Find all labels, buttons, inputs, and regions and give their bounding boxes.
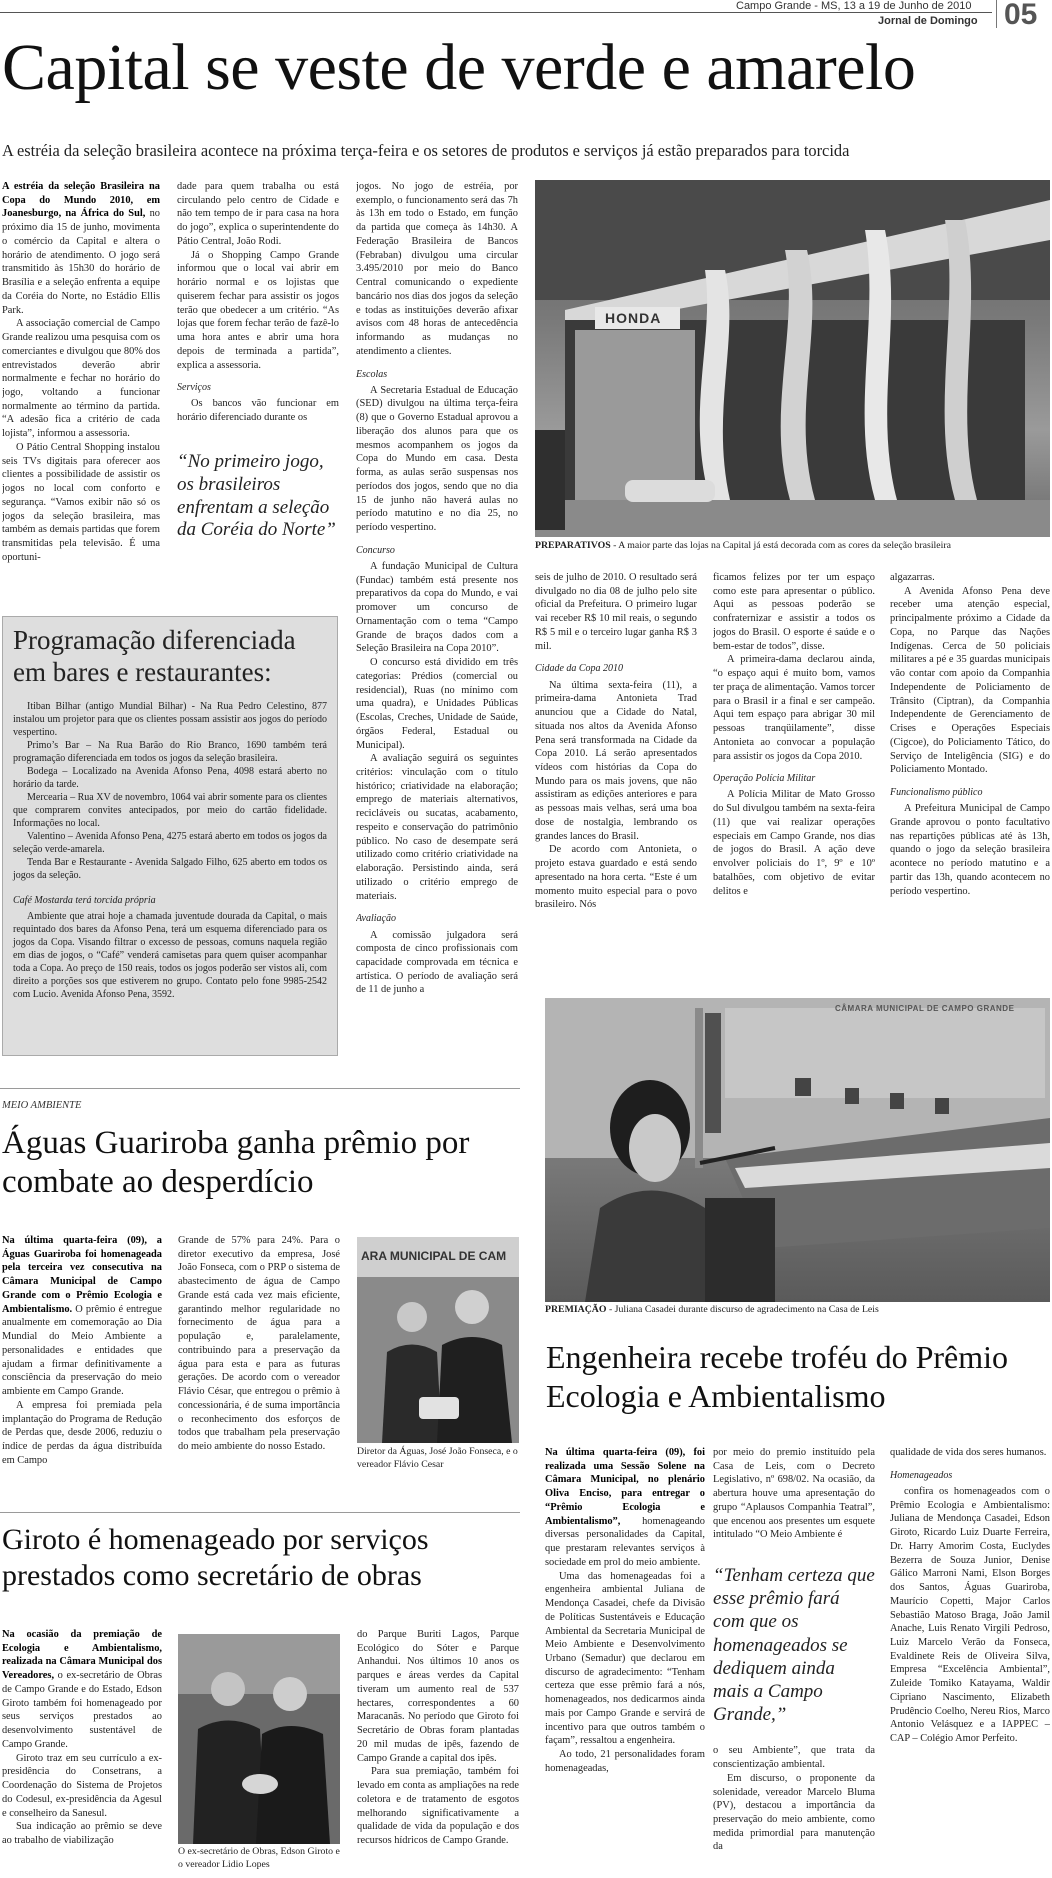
story4-col3-p1: qualidade de vida dos seres humanos.	[890, 1447, 1047, 1458]
story2-col2	[178, 1234, 340, 1482]
bars-box-sub: Café Mostarda terá torcida própria	[13, 895, 156, 907]
story1-sub-funcionalismo: Funcionalismo público	[890, 787, 983, 799]
honda-sign: HONDA	[605, 310, 662, 326]
story4-col1-p2: Uma das homenageadas foi a engenheira ambiental Juliana de Mendonça Casadei, chefe da Divisão de Políticas Sustentáveis e Educação Ambiental da Secretaria Municipal de Meio Ambiente e Desenvolvimento Urbano (Semadur) que declarou em discurso de agradecimento: “Tenham certeza que esse prêmio fará a nós, homenageados, nos dedicarmos ainda mais por Campo Grande e servirá de incentivo para que outros também o façam”, ressaltou a engenheira.	[545, 1570, 705, 1747]
story4-col2	[713, 1446, 875, 1878]
story4-col3-p2: confira os homenageados com o Prêmio Ecologia e Ambientalismo: Juliana de Mendonça Casadei, Edson Giroto, Ricardo Luiz Duarte Ferreira, Dr. Harry Amorim Costa, Euclydes Bezerra de Souza Junior, Denise Gálico Marroni Nami, Elson Borges dos Santos, Águas Guariroba, Maurício Copetti, Major Carlos Sebastião Matoso Braga, João Jamil Anache, Luis Renato Virgili Pedroso, Luiz Marcelo Verão da Fonseca, Evaldinete Reis de Oliveira Silva, Empresa “Excelência Ambiental”, Zuleide Tomiko Katayama, Waldir Cipriano Nascimento, Elizabeth Prudêncio Coelho, Nereu Rios, Marco Antonio Velásquez e a IAPPEC – CAP – Colégio Amor Perfeito.	[890, 1485, 1050, 1745]
story2-col1	[2, 1234, 162, 1482]
preparativos-caption-label: PREPARATIVOS	[535, 540, 611, 551]
premiacao-photo	[545, 998, 1050, 1302]
story1-col4	[535, 571, 697, 941]
aguas-award-photo	[357, 1237, 519, 1443]
story1-col5-p1: ficamos felizes por ter um espaço como este para apresentar o público. Aqui as pessoas poderão se confraternizar e assistir a todos os jogos do Brasil. O esporte é saúde e o bem-estar de todos”, disse.	[713, 572, 875, 652]
bars-box-item: Valentino – Avenida Afonso Pena, 4275 estará aberto em todos os jogos da seleção verde-amarela.	[13, 831, 327, 856]
masthead-top-rule	[0, 12, 992, 13]
story1-lead-text: no próximo dia 15 de junho, movimenta o comércio da Capital e altera o horário de atendimento. O jogo será transmitido às 15h30 do horário de Brasília e a seleção enfrenta a equipe da Coréia do Norte, no Estádio Ellis Park.	[2, 208, 160, 316]
story1-col1-p2: A associação comercial de Campo Grande realizou uma pesquisa com os comerciantes e divulgou que 80% dos entrevistados deverão abrir normalmente e fechar no horário do jogo, voltando a funcionar normalmente ao término da partida. “A adesão fica a critério de cada lojista”, informou a assessoria.	[2, 318, 160, 440]
premiacao-caption-text: - Juliana Casadei durante discurso de agradecimento na Casa de Leis	[606, 1304, 879, 1315]
story1-sub-policia: Operação Polícia Militar	[713, 773, 816, 785]
bars-box	[2, 616, 338, 1056]
storefront-illustration	[535, 180, 1050, 537]
story3-col2	[357, 1628, 519, 1878]
masthead-paper: Jornal de Domingo	[878, 15, 978, 27]
story1-lead-bold: A estréia da seleção Brasileira na Copa do Mundo 2010, em Joanesburgo, na África do Sul,	[2, 181, 160, 220]
masthead-divider	[996, 0, 997, 28]
giroto-photo-caption: O ex-secretário de Obras, Edson Giroto e o vereador Lidio Lopes	[178, 1846, 340, 1870]
premiacao-photo-illustration	[545, 998, 1050, 1302]
preparativos-caption-text: - A maior parte das lojas na Capital já está decorada com as cores da seleção brasileira	[610, 540, 951, 551]
story4-pull-quote: “Tenham certeza que esse prêmio fará com que os homenageados se dediquem ainda mais a Campo Grande,”	[713, 1565, 875, 1726]
story1-col5-p2: A primeira-dama declarou ainda, “o espaço aqui é muito bom, vamos ter praça de alimentação. Vamos torcer para o Brasil ir a final e ser campeão. Aqui tem espaço para abrigar 30 mil pessoas tranqüilamente”, disse Antonieta ao convocar a população para assistir os jogos da Copa 2010.	[713, 654, 875, 762]
story4-col2-p2: o seu Ambiente”, que trata da conscientização ambiental.	[713, 1745, 875, 1771]
premiacao-caption	[545, 1304, 1050, 1317]
story1-sub-avaliacao: Avaliação	[356, 913, 396, 925]
aguas-photo-illustration	[357, 1237, 519, 1443]
story2-headline: Águas Guariroba ganha prêmio por combate ao desperdício	[2, 1125, 470, 1200]
bars-box-title: Programação diferenciada em bares e restaurantes:	[13, 625, 296, 687]
story1-col4-p2: Na última sexta-feira (11), a primeira-dama Antonieta Trad anunciou que a Cidade do Natal, situada nos altos da Avenida Afonso Pena será transformada na Cidade da Copa 2010. Lá serão apresentados vídeos com histórias da Copa do Mundo para os mais jovens, que não assistiram as edições anteriores e para as pessoas mais velhas, será uma boa dose de nostalgia, lembrando os grandes lances do Brasil.	[535, 679, 697, 842]
story1-col3-p4: O concurso está dividido em três categorias: Prédios (comercial ou residencial), Ruas (no mínimo com uma quadra), e Unidades Públicas (Escolas, Creches, Unidade de Saúde, órgãos Federal, Estadual ou Municipal).	[356, 657, 518, 751]
story2-lead-text: O prêmio é entregue anualmente em comemoração ao Dia Mundial do Meio Ambiente a personalidades e entidades que ajudam a firmar definitivamente a consciência da preservação do meio ambiente em Campo Grande.	[2, 1303, 162, 1398]
story1-col3-p3: A fundação Municipal de Cultura (Fundac) também está presente nos preparativos da copa do Mundo, e vai promover um concurso de Ornamentação com o tema “Campo Grande de braços dados com a Seleção Brasileira na Copa 2010”.	[356, 561, 518, 655]
preparativos-caption	[535, 540, 1050, 553]
story4-col1	[545, 1446, 705, 1878]
bars-box-item: Itiban Bilhar (antigo Mundial Bilhar) - Na Rua Pedro Celestino, 877 instalou um projetor para que os clientes possam assistir aos jogos do período vespertino.	[13, 701, 327, 739]
story4-lead-bold: Na última quarta-feira (09), foi realizada uma Sessão Solene na Câmara Municipal, no plenário Oliva Enciso, para entregar o “Prêmio Ecologia e Ambientalismo”,	[545, 1447, 705, 1527]
preparativos-photo	[535, 180, 1050, 537]
story2-top-rule	[0, 1088, 520, 1089]
bars-box-item: Tenda Bar e Restaurante - Avenida Salgado Filho, 625 aberto em todos os jogos da seleção.	[13, 857, 327, 882]
story3-top-rule	[0, 1512, 520, 1513]
story4-col2-p1: por meio do premio instituído pela Casa de Leis, com o Decreto Legislativo, nº 698/02. Na ocasião, da abertura houve uma apresentação do grupo “Aplausos Companhia Teatral”, que encenou aos presentes um esquete intitulado “O Meio Ambiente é	[713, 1447, 875, 1541]
story1-col2-p3: Os bancos vão funcionar em horário diferenciado durante os	[177, 398, 339, 424]
story2-col2-p1: Grande de 57% para 24%. Para o diretor executivo da empresa, José João Fonseca, com o PRP o sistema de abastecimento de água de Campo Grande está cada vez mais eficiente, garantindo melhor regularidade no fornecimento de água para a população e, paralelamente, contribuindo para a preservação da água para esta e para as futuras gerações. De acordo com o vereador Flávio César, que entregou o prêmio à concessionária, é de suma importância o reconhecimento dos esforços de todos que trabalham pela preservação do meio ambiente do nosso Estado.	[178, 1235, 340, 1453]
story1-col4-p1: seis de julho de 2010. O resultado será divulgado no dia 08 de julho pelo site oficial da Prefeitura. O primeiro lugar vai receber R$ 10 mil reais, o segundo R$ 5 mil e o terceiro lugar ganha R$ 3 mil.	[535, 572, 697, 652]
premiacao-caption-label: PREMIAÇÃO	[545, 1304, 607, 1315]
story1-col2	[177, 180, 339, 575]
story1-sub-escolas: Escolas	[356, 368, 388, 380]
story3-col1-p3: Sua indicação ao prêmio se deve ao trabalho de viabilização	[2, 1821, 162, 1847]
masthead-dateline: Campo Grande - MS, 13 a 19 de Junho de 2010	[736, 0, 972, 12]
story1-sub-servicos: Serviços	[177, 382, 211, 394]
story4-lead-text: homenageando diversas personalidades da Capital, que prestaram relevantes serviços à sociedade em prol do meio ambiente.	[545, 1515, 705, 1568]
story1-col6-p3: A Prefeitura Municipal de Campo Grande aprovou o ponto facultativo nas repartições públicas até às 13h, quando o jogo da seleção brasileira acontece no período matutino e a partir das 13h, quando acontecem no período vespertino.	[890, 803, 1050, 897]
story1-sub-cidade-copa: Cidade da Copa 2010	[535, 663, 624, 675]
story1-col3-p1: jogos. No jogo de estréia, por exemplo, o funcionamento será das 7h às 13h em todo o Estado, em função da partida que começa às 14h30. A Federação Brasileira de Bancos (Febraban) divulgou uma circular 3.495/2010 por meio do Banco Central comunicando o expediente bancário nos dias dos jogos da seleção e todas as instituições deverão afixar avisos com 48 horas de antecedência informando as mudanças no atendimento a clientes.	[356, 181, 518, 357]
story1-col6-p2: A Avenida Afonso Pena deve receber uma atenção especial, principalmente próximo a Cidade da Copa, no Parque das Nações Indígenas. Cerca de 50 policiais militares a pé e 35 guardas municipais vão contar com apoio da Companhia Independente de Policiamento de Trânsito (Ciptran), da Companhia Independente de Gerenciamento de Crises e Operações Especiais (Cigcoe), do Policiamento Tático, do Serviço de Inteligência (SIG) e do Policiamento Montado.	[890, 585, 1050, 776]
story3-col1	[2, 1628, 162, 1878]
story1-col5	[713, 571, 875, 941]
aguas-photo-caption: Diretor da Águas, José João Fonseca, e o vereador Flávio Cesar	[357, 1446, 518, 1470]
story1-col2-p2: Já o Shopping Campo Grande informou que o local vai abrir em horário normal e os lojistas que quiserem fechar para assistir os jogos terão que obedecer a um critério. “As lojas que forem fechar terão de fazê-lo uma hora antes e abrir uma hora depois de terminada a partida”, explica a assessoria.	[177, 249, 339, 371]
story4-col3	[890, 1446, 1050, 1878]
story1-col6	[890, 571, 1050, 941]
story4-sub-homenageados: Homenageados	[890, 1469, 953, 1481]
bars-box-item: Primo’s Bar – Na Rua Barão do Rio Branco, 1690 também terá programação diferenciada em todos os jogos da seleção brasileira.	[13, 740, 327, 765]
premiacao-photo-wall-text: CÂMARA MUNICIPAL DE CAMPO GRANDE	[835, 1004, 1015, 1013]
story4-col2-p3: Em discurso, o proponente da solenidade, vereador Marcelo Bluma (PV), destacou a importância da preservação do meio ambiente, como medida primordial para manutenção da	[713, 1772, 875, 1853]
bars-box-final: Ambiente que atrai hoje a chamada juventude dourada da Capital, o mais requintado dos bares da Afonso Pena, terá um esquema diferenciado para os jogos da Copa. Visando filtrar o excesso de pessoas, comuns naquela região em dias de jogos, o “Café” venderá camisetas para quem quiser acompanhar toda a Copa. Ao preço de 150 reais, todos os jogos poderão ser vistos ali, com direito a porções sos que estiverem no grupo. Contato pelo fone 9985-2542 com Lucio. Avenida Afonso Pena, 3592.	[13, 911, 327, 1001]
bars-box-item: Mercearia – Rua XV de novembro, 1064 vai abrir somente para os clientes que comprarem convites antecipados, por meio do cartão fidelidade. Informações no local.	[13, 792, 327, 830]
story1-col3-p2: A Secretaria Estadual de Educação (SED) divulgou na última terça-feira (8) que o Governo Estadual aprovou a liberação dos alunos para que os mesmos acompanhem os jogos da Copa do Mundo em casa. Desta forma, as aulas serão suspensas nos períodos dos jogos, sendo que no dia 15 de junho não haverá aulas no período matutino e no dia 25, no período vespertino.	[356, 384, 518, 534]
story1-col3	[356, 180, 518, 1088]
story4-col1-p3: Ao todo, 21 personalidades foram homenageadas,	[545, 1749, 705, 1774]
story1-col5-p3: A Polícia Militar de Mato Grosso do Sul divulgou também na sexta-feira (11) que vai realizar operações especiais em Campo Grande, nos dias de jogos do Brasil. A ação deve envolver policiais do 1º, 9º e 10º batalhões, com objetivo de evitar delitos e	[713, 789, 875, 897]
story1-sub-concurso: Concurso	[356, 544, 395, 556]
story1-col1-p3: O Pátio Central Shopping instalou seis TVs digitais para oferecer aos clientes a possibilidade de assistir os jogos no local com conforto e segurança. “Vamos exibir não só os jogos da seleção brasileira, mas também as demais partidas que forem transmitidas pela televisão. É uma oportuni-	[2, 441, 160, 563]
story1-col2-p1: dade para quem trabalha ou está circulando pelo centro de Cidade e não tem tempo de ir para casa na hora do jogo”, explica o superintendente do Pátio Central, João Rodi.	[177, 181, 339, 247]
story1-col6-p1: algazarras.	[890, 572, 935, 583]
story1-col4-p3: De acordo com Antonieta, o projeto estava guardado e está sendo apresentado na hora certa. “Este é um momento muito especial para o povo brasileiro. Nós	[535, 844, 697, 911]
bars-box-body	[13, 700, 327, 1001]
story1-col1	[2, 180, 160, 572]
story2-lead-bold: Na última quarta-feira (09), a Águas Guariroba foi homenageada pela terceira vez consecutiva na Câmara Municipal de Campo Grande com o Prêmio Ecologia e Ambientalismo.	[2, 1235, 162, 1315]
giroto-photo-illustration	[178, 1634, 340, 1844]
story2-col1-p2: A empresa foi premiada pela implantação do Programa de Redução de Perdas que, desde 2006, reduziu o índice de perdas da água distribuída em Campo	[2, 1399, 162, 1466]
story3-lead-bold: Na ocasião da premiação de Ecologia e Ambientalismo, realizada na Câmara Municipal dos Vereadores,	[2, 1629, 162, 1682]
story3-headline: Giroto é homenageado por serviços prestados como secretário de obras	[2, 1523, 429, 1592]
story3-col2-p1: do Parque Buriti Lagos, Parque Ecológico do Sóter e Parque Anhandui. Nos últimos 10 anos os parques e áreas verdes da Capital tiveram um aumento real de 537 hectares, correspondentes a 60 Maracanãs. No período que Giroto foi Secretário de Obras foram plantadas 20 mil mudas de ipês, fazendo de Campo Grande a capital dos ipês.	[357, 1629, 519, 1764]
story3-col2-p2: Para sua premiação, também foi levado em conta as ampliações na rede coletora e de tratamento de esgotos melhorando significativamente a qualidade de vida da população e dos recursos hídricos de Campo Grande.	[357, 1766, 519, 1847]
story1-col3-p5: A avaliação seguirá os seguintes critérios: vinculação com o título histórico; criatividade na elaboração; emprego de materiais alternativos, recicláveis ou sucatas, acabamento, respeito e conservação do patrimônio público. No caso de desempate será utilizado como critério criatividade na elaboração. Persistindo ainda, será utilizado o critério emprego de materiais.	[356, 753, 518, 902]
page-number: 05	[1004, 0, 1038, 31]
story3-lead-text: o ex-secretário de Obras de Campo Grande e do Estado, Edson Giroto também foi homenageado por seus serviços prestados ao desenvolvimento sustentável de Campo Grande.	[2, 1670, 162, 1750]
bars-box-item: Bodega – Localizado na Avenida Afonso Pena, 4098 estará aberto no horário da tarde.	[13, 766, 327, 791]
story3-col1-p2: Giroto traz em seu currículo a ex-presidência do Consetrans, a Coordenação do Sistema de Projetos do Codesul, ex-presidência da Agesul e conselheiro da Sanesul.	[2, 1752, 162, 1819]
story1-subhead: A estréia da seleção brasileira acontece na próxima terça-feira e os setores de produtos e serviços já estão preparados para torcida	[2, 141, 850, 160]
story1-col3-p6: A comissão julgadora será composta de cinco profissionais com capacidade comprovada em técnica e artística. O período de avaliação será de 11 de junho a	[356, 929, 518, 996]
story1-pull-quote: “No primeiro jogo, os brasileiros enfrentam a seleção da Coréia do Norte”	[177, 450, 336, 541]
story1-headline: Capital se veste de verde e amarelo	[2, 31, 916, 104]
story4-headline: Engenheira recebe troféu do Prêmio Ecologia e Ambientalismo	[546, 1339, 1009, 1415]
story2-kicker: MEIO AMBIENTE	[2, 1100, 82, 1111]
giroto-award-photo	[178, 1634, 340, 1844]
aguas-photo-wall-text: ARA MUNICIPAL DE CAM	[361, 1249, 507, 1263]
